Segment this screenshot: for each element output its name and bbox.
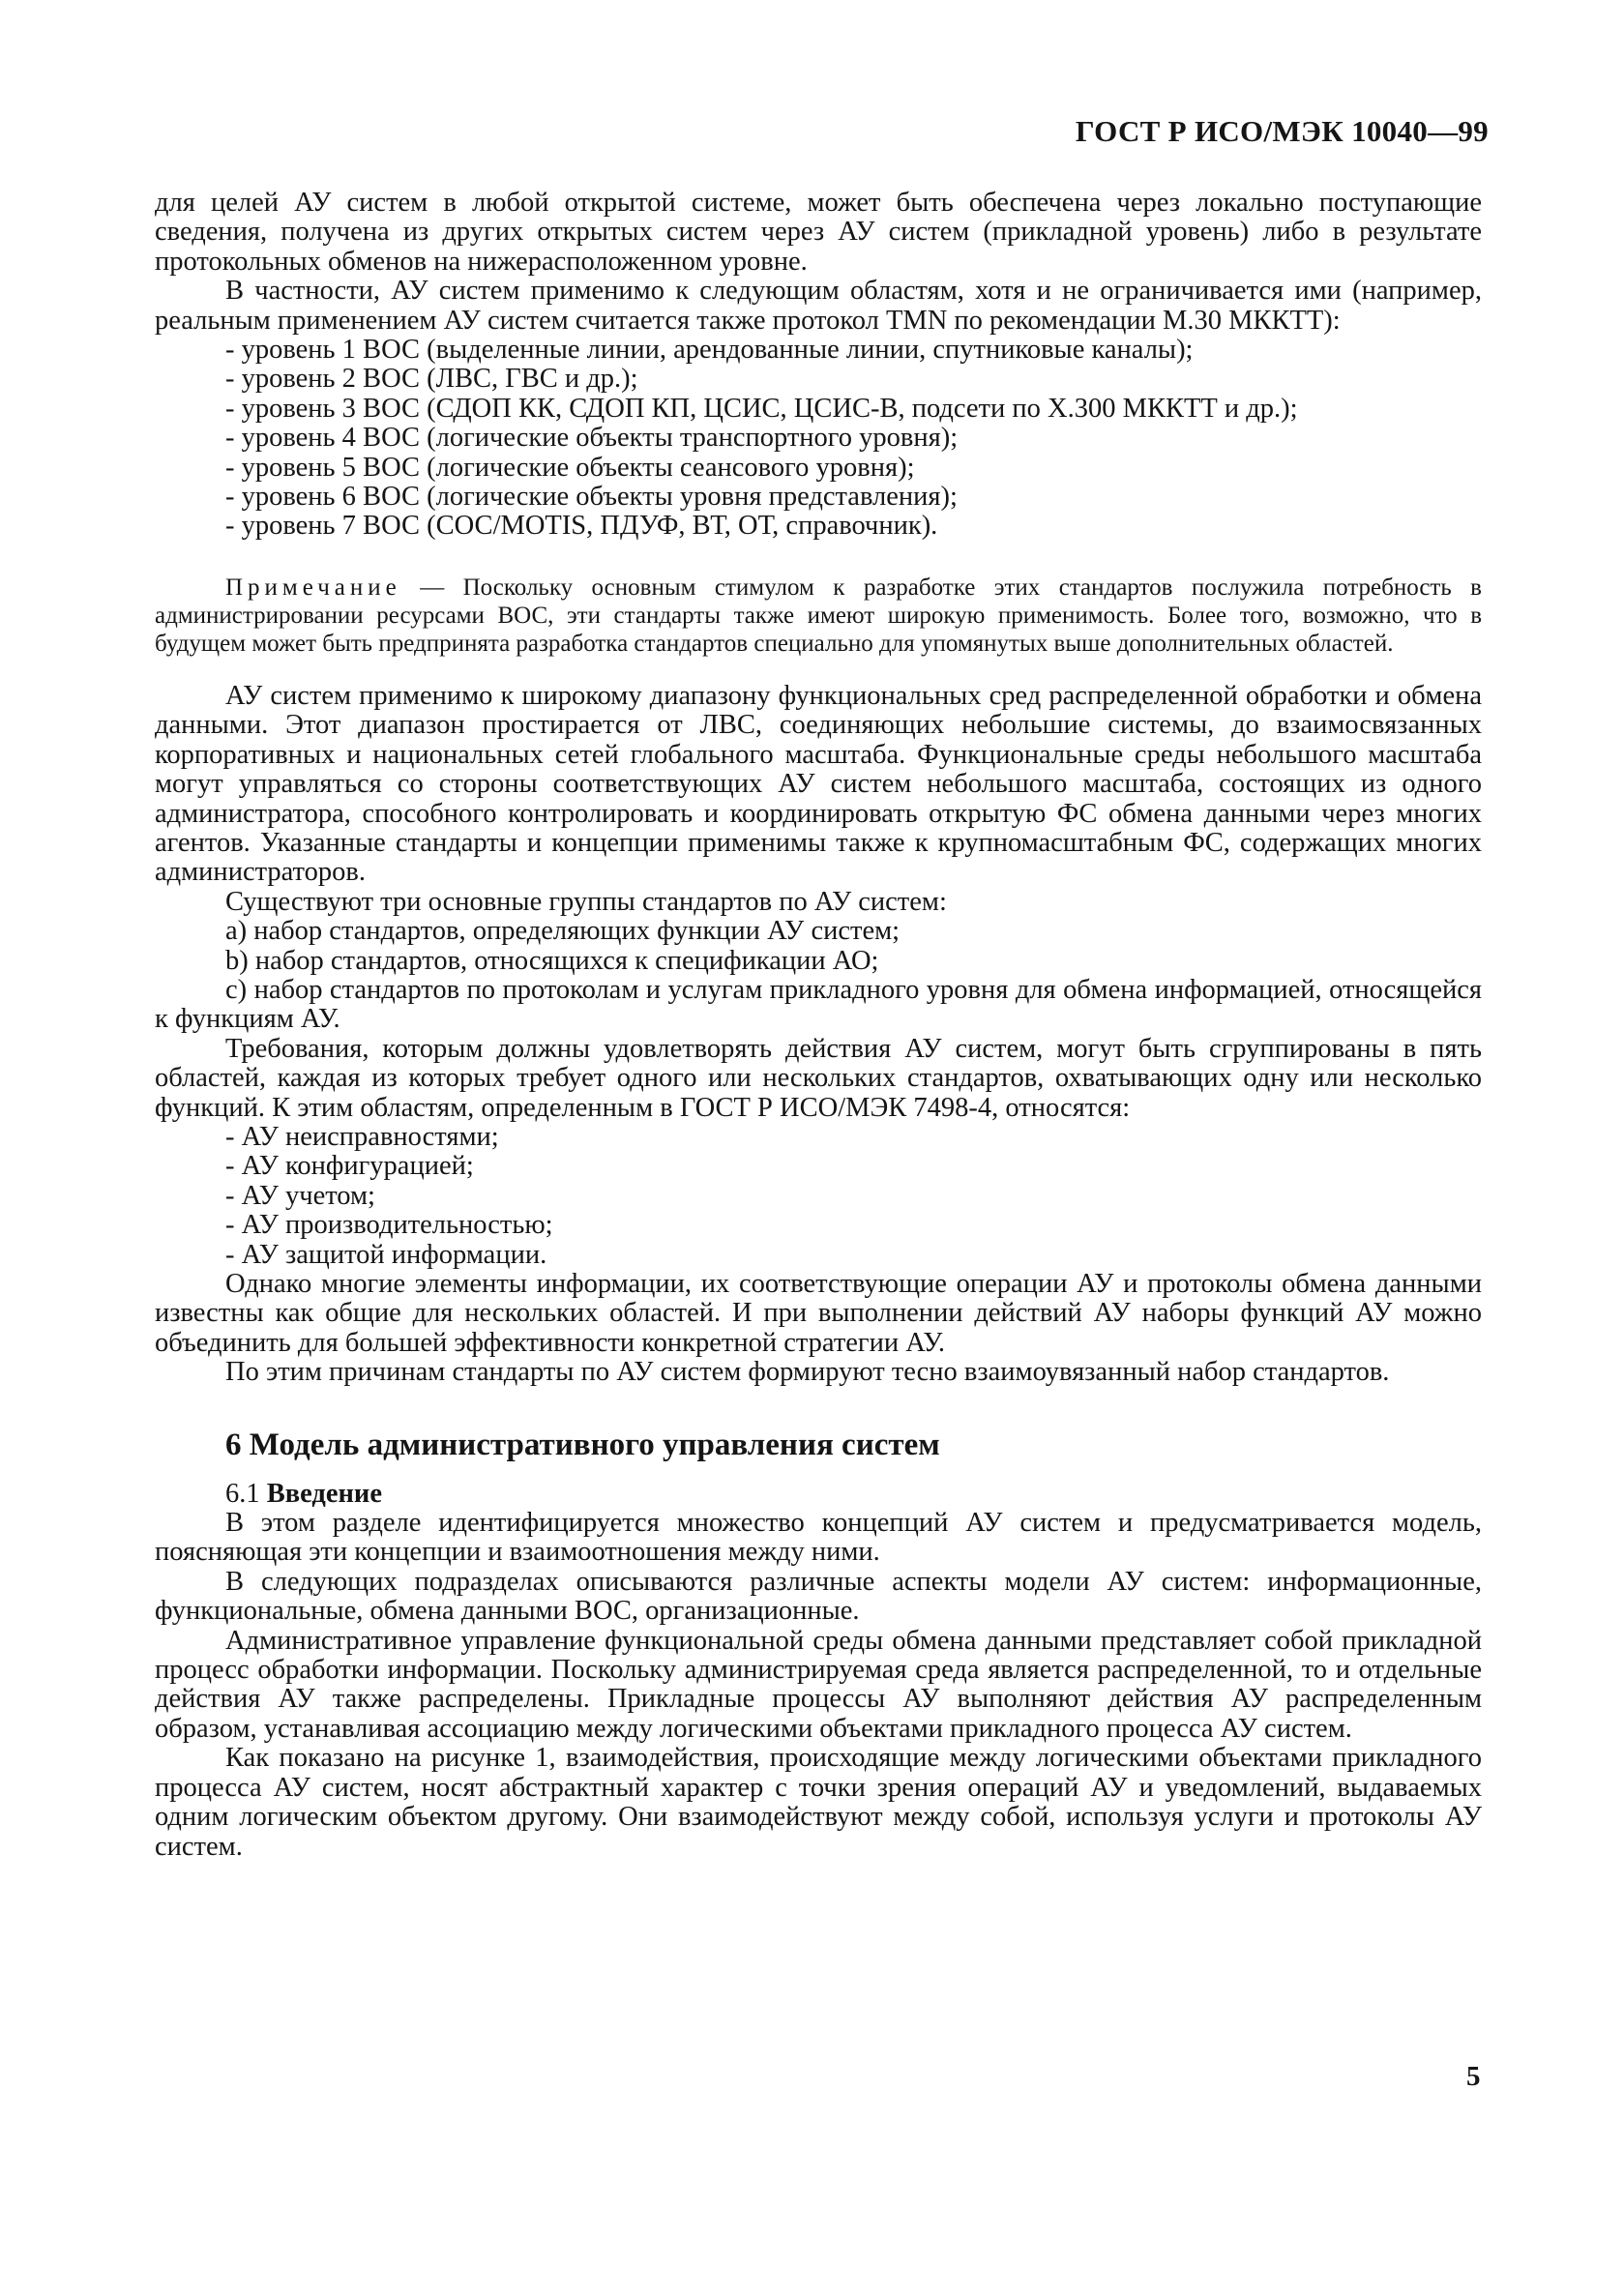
paragraph: Однако многие элементы информации, их соответствующие операции АУ и протоколы обмена данными известны как общие для нескольких областей. И при выполнении действий АУ наборы функций АУ можно объединить для большей эффективности конкретной стратегии АУ. bbox=[155, 1269, 1482, 1358]
paragraph: По этим причинам стандарты по АУ систем формируют тесно взаимоувязанный набор стандартов. bbox=[225, 1357, 1390, 1388]
subsection-heading bbox=[225, 1480, 1482, 1509]
list-item: - уровень 3 ВОС (СДОП КК, СДОП КП, ЦСИС, ЦСИС-В, подсети по X.300 МККТТ и др.); bbox=[225, 393, 1298, 424]
list-item: - АУ неисправностями; bbox=[225, 1121, 499, 1152]
note bbox=[155, 574, 1482, 658]
paragraph: для целей АУ систем в любой открытой системе, может быть обеспечена через локально поступающие сведения, получена из других открытых систем через АУ систем (прикладной уровень) либо в результате протокольных обменов на нижерасположенном уровне. bbox=[155, 188, 1482, 277]
page-number: 5 bbox=[1466, 2061, 1481, 2092]
paragraph: В следующих подразделах описываются различные аспекты модели АУ систем: информационные, функциональные, обмена данными ВОС, организационные. bbox=[155, 1566, 1482, 1627]
paragraph: Требования, которым должны удовлетворять действия АУ систем, могут быть сгруппированы в пять областей, каждая из которых требует одного или нескольких стандартов, охватывающих одну или несколько функций. К этим областям, определенным в ГОСТ Р ИСО/МЭК 7498-4, относятся: bbox=[155, 1033, 1482, 1123]
list-item: a) набор стандартов, определяющих функции АУ систем; bbox=[225, 916, 901, 947]
paragraph: Существуют три основные группы стандартов по АУ систем: bbox=[225, 886, 947, 917]
list-item: - уровень 7 ВОС (СОС/MOTIS, ПДУФ, ВТ, ОТ, справочник). bbox=[225, 511, 938, 542]
list-item: c) набор стандартов по протоколам и услугам прикладного уровня для обмена информацией, относящейся к функциям АУ. bbox=[155, 974, 1482, 1035]
paragraph: В этом разделе идентифицируется множество концепций АУ систем и предусматривается модель, поясняющая эти концепции и взаимоотношения между ними. bbox=[155, 1508, 1482, 1568]
paragraph: В частности, АУ систем применимо к следующим областям, хотя и не ограничивается ими (например, реальным применением АУ систем считается также протокол TMN по рекомендации М.30 МККТТ): bbox=[155, 276, 1482, 336]
list-item: b) набор стандартов, относящихся к спецификации АО; bbox=[225, 945, 879, 976]
document-header: ГОСТ Р ИСО/МЭК 10040—99 bbox=[1075, 114, 1489, 148]
list-item: - АУ конфигурацией; bbox=[225, 1151, 474, 1182]
note-label: Примечание bbox=[225, 574, 401, 601]
section-title: 6 Модель административного управления систем bbox=[225, 1427, 940, 1462]
subsection-title: Введение bbox=[266, 1478, 382, 1509]
list-item: - уровень 4 ВОС (логические объекты транспортного уровня); bbox=[225, 423, 959, 454]
note-text: — Поскольку основным стимулом к разработке этих стандартов послужила потребность в администрировании ресурсами ВОС, эти стандарты также имеют широкую применимость. Более того, возможно, что в будущем может быть предпринята разработка стандартов специально для упомянутых выше дополнительных областей. bbox=[155, 574, 1482, 657]
list-item: - уровень 2 ВОС (ЛВС, ГВС и др.); bbox=[225, 364, 638, 395]
paragraph: Административное управление функциональной среды обмена данными представляет собой прикладной процесс обработки информации. Поскольку администрируемая среда является распределенной, то и отдельные действия АУ также распределены. Прикладные процессы АУ выполняют действия АУ распределенным образом, устанавливая ассоциацию между логическими объектами прикладного процесса АУ систем. bbox=[155, 1625, 1482, 1744]
list-item: - уровень 5 ВОС (логические объекты сеансового уровня); bbox=[225, 452, 915, 483]
paragraph: Как показано на рисунке 1, взаимодействия, происходящие между логическими объектами прикладного процесса АУ систем, носят абстрактный характер с точки зрения операций АУ и уведомлений, выдаваемых одним логическим объектом другому. Они взаимодействуют между собой, используя услуги и протоколы АУ систем. bbox=[155, 1743, 1482, 1862]
list-item: - уровень 1 ВОС (выделенные линии, арендованные линии, спутниковые каналы); bbox=[225, 335, 1194, 366]
list-item: - АУ учетом; bbox=[225, 1180, 375, 1211]
paragraph: АУ систем применимо к широкому диапазону функциональных сред распределенной обработки и обмена данными. Этот диапазон простирается от ЛВС, соединяющих небольшие системы, до взаимосвязанных корпоративных и национальных сетей глобального масштаба. Функциональные среды небольшого масштаба могут управляться со стороны соответствующих АУ систем небольшого масштаба, состоящих из одного администратора, способного контролировать и координировать открытую ФС обмена данными через многих агентов. Указанные стандарты и концепции применимы также к крупномасштабным ФС, содержащих многих администраторов. bbox=[155, 680, 1482, 888]
subsection-number: 6.1 bbox=[225, 1478, 260, 1509]
list-item: - уровень 6 ВОС (логические объекты уровня представления); bbox=[225, 482, 958, 513]
list-item: - АУ защитой информации. bbox=[225, 1239, 547, 1270]
list-item: - АУ производительностью; bbox=[225, 1210, 553, 1241]
page-content bbox=[155, 189, 1482, 1862]
